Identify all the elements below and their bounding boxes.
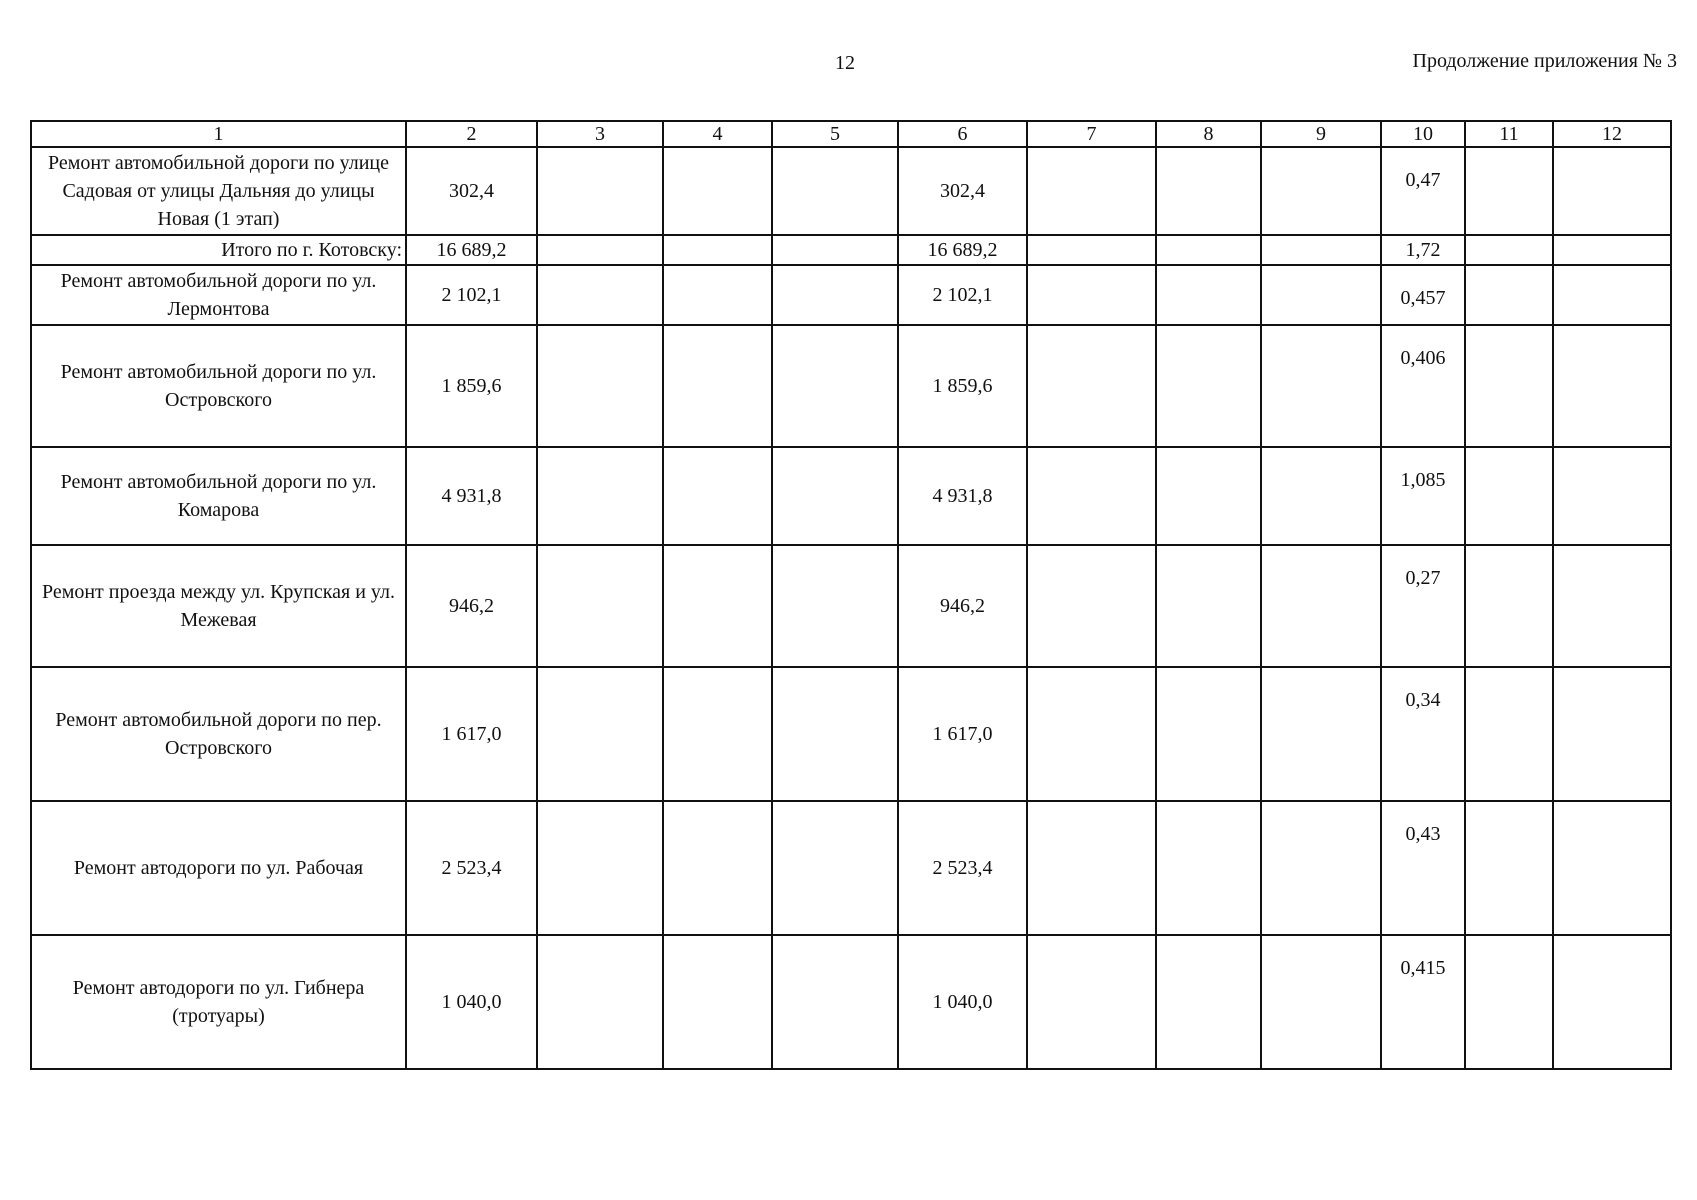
empty-cell [1261,235,1381,265]
empty-cell [1027,801,1156,935]
cell-col10: 0,43 [1381,801,1465,935]
column-header: 5 [772,121,898,147]
row-name: Ремонт автомобильной дороги по пер. Островского [31,667,406,801]
row-name: Ремонт проезда между ул. Крупская и ул. Межевая [31,545,406,667]
empty-cell [772,935,898,1069]
cell-col6: 16 689,2 [898,235,1027,265]
cell-col10: 1,72 [1381,235,1465,265]
empty-cell [1156,667,1261,801]
empty-cell [1553,265,1671,325]
column-header: 4 [663,121,772,147]
empty-cell [1261,801,1381,935]
cell-col2: 16 689,2 [406,235,537,265]
empty-cell [537,325,663,447]
empty-cell [1553,935,1671,1069]
empty-cell [1553,325,1671,447]
empty-cell [772,447,898,545]
empty-cell [537,545,663,667]
cell-col2: 2 523,4 [406,801,537,935]
total-label: Итого по г. Котовску: [31,235,406,265]
empty-cell [537,147,663,235]
empty-cell [537,235,663,265]
empty-cell [1156,147,1261,235]
table-row [31,447,1671,545]
empty-cell [1261,545,1381,667]
cell-col10: 0,406 [1381,325,1465,447]
empty-cell [1465,147,1553,235]
column-header: 11 [1465,121,1553,147]
cell-col6: 1 859,6 [898,325,1027,447]
empty-cell [1156,801,1261,935]
empty-cell [1156,935,1261,1069]
column-header: 7 [1027,121,1156,147]
empty-cell [1465,667,1553,801]
table-row [31,265,1671,325]
row-name: Ремонт автодороги по ул. Гибнера (тротуары) [31,935,406,1069]
empty-cell [663,147,772,235]
empty-cell [663,545,772,667]
cell-col10: 0,34 [1381,667,1465,801]
data-table [30,120,1672,1070]
empty-cell [772,147,898,235]
cell-col6: 302,4 [898,147,1027,235]
table-row [31,325,1671,447]
empty-cell [537,935,663,1069]
empty-cell [663,265,772,325]
cell-col6: 1 040,0 [898,935,1027,1069]
empty-cell [1156,545,1261,667]
total-row [31,235,1671,265]
empty-cell [663,447,772,545]
row-name: Ремонт автомобильной дороги по ул. Лермонтова [31,265,406,325]
empty-cell [1027,545,1156,667]
cell-col6: 2 523,4 [898,801,1027,935]
empty-cell [1261,147,1381,235]
appendix-caption: Продолжение приложения № 3 [1412,50,1677,72]
empty-cell [1465,801,1553,935]
empty-cell [772,545,898,667]
empty-cell [537,265,663,325]
table-row [31,545,1671,667]
cell-col6: 946,2 [898,545,1027,667]
empty-cell [1465,447,1553,545]
cell-col2: 946,2 [406,545,537,667]
empty-cell [772,667,898,801]
empty-cell [1553,447,1671,545]
empty-cell [1261,667,1381,801]
empty-cell [1465,935,1553,1069]
cell-col10: 0,47 [1381,147,1465,235]
empty-cell [1465,325,1553,447]
empty-cell [1156,235,1261,265]
empty-cell [1553,801,1671,935]
empty-cell [772,801,898,935]
empty-cell [537,667,663,801]
empty-cell [1027,265,1156,325]
empty-cell [1027,235,1156,265]
cell-col2: 302,4 [406,147,537,235]
cell-col2: 1 617,0 [406,667,537,801]
empty-cell [1027,147,1156,235]
column-header: 8 [1156,121,1261,147]
cell-col2: 1 859,6 [406,325,537,447]
empty-cell [1465,235,1553,265]
empty-cell [772,235,898,265]
column-header: 6 [898,121,1027,147]
cell-col2: 4 931,8 [406,447,537,545]
empty-cell [1027,447,1156,545]
column-header: 9 [1261,121,1381,147]
empty-cell [663,667,772,801]
cell-col6: 4 931,8 [898,447,1027,545]
empty-cell [1261,935,1381,1069]
empty-cell [772,265,898,325]
empty-cell [1156,325,1261,447]
column-header: 3 [537,121,663,147]
empty-cell [537,447,663,545]
empty-cell [1027,667,1156,801]
empty-cell [663,325,772,447]
column-header: 2 [406,121,537,147]
table-row [31,667,1671,801]
empty-cell [663,935,772,1069]
table-row [31,935,1671,1069]
header-row [31,121,1671,147]
cell-col10: 0,457 [1381,265,1465,325]
empty-cell [1465,265,1553,325]
column-header: 1 [31,121,406,147]
table-row [31,801,1671,935]
empty-cell [1465,545,1553,667]
empty-cell [1261,265,1381,325]
cell-col2: 1 040,0 [406,935,537,1069]
empty-cell [1156,447,1261,545]
cell-col2: 2 102,1 [406,265,537,325]
cell-col10: 1,085 [1381,447,1465,545]
empty-cell [1027,935,1156,1069]
empty-cell [1027,325,1156,447]
row-name: Ремонт автодороги по ул. Рабочая [31,801,406,935]
page-number: 12 [835,52,855,74]
column-header: 12 [1553,121,1671,147]
empty-cell [1553,235,1671,265]
row-name: Ремонт автомобильной дороги по улице Садовая от улицы Дальняя до улицы Новая (1 этап) [31,147,406,235]
column-header: 10 [1381,121,1465,147]
empty-cell [537,801,663,935]
empty-cell [1553,147,1671,235]
empty-cell [1553,545,1671,667]
empty-cell [663,801,772,935]
empty-cell [663,235,772,265]
empty-cell [1156,265,1261,325]
cell-col10: 0,415 [1381,935,1465,1069]
cell-col6: 1 617,0 [898,667,1027,801]
empty-cell [1261,447,1381,545]
empty-cell [1553,667,1671,801]
row-name: Ремонт автомобильной дороги по ул. Комарова [31,447,406,545]
cell-col10: 0,27 [1381,545,1465,667]
empty-cell [1261,325,1381,447]
empty-cell [772,325,898,447]
row-name: Ремонт автомобильной дороги по ул. Островского [31,325,406,447]
table-row [31,147,1671,235]
cell-col6: 2 102,1 [898,265,1027,325]
